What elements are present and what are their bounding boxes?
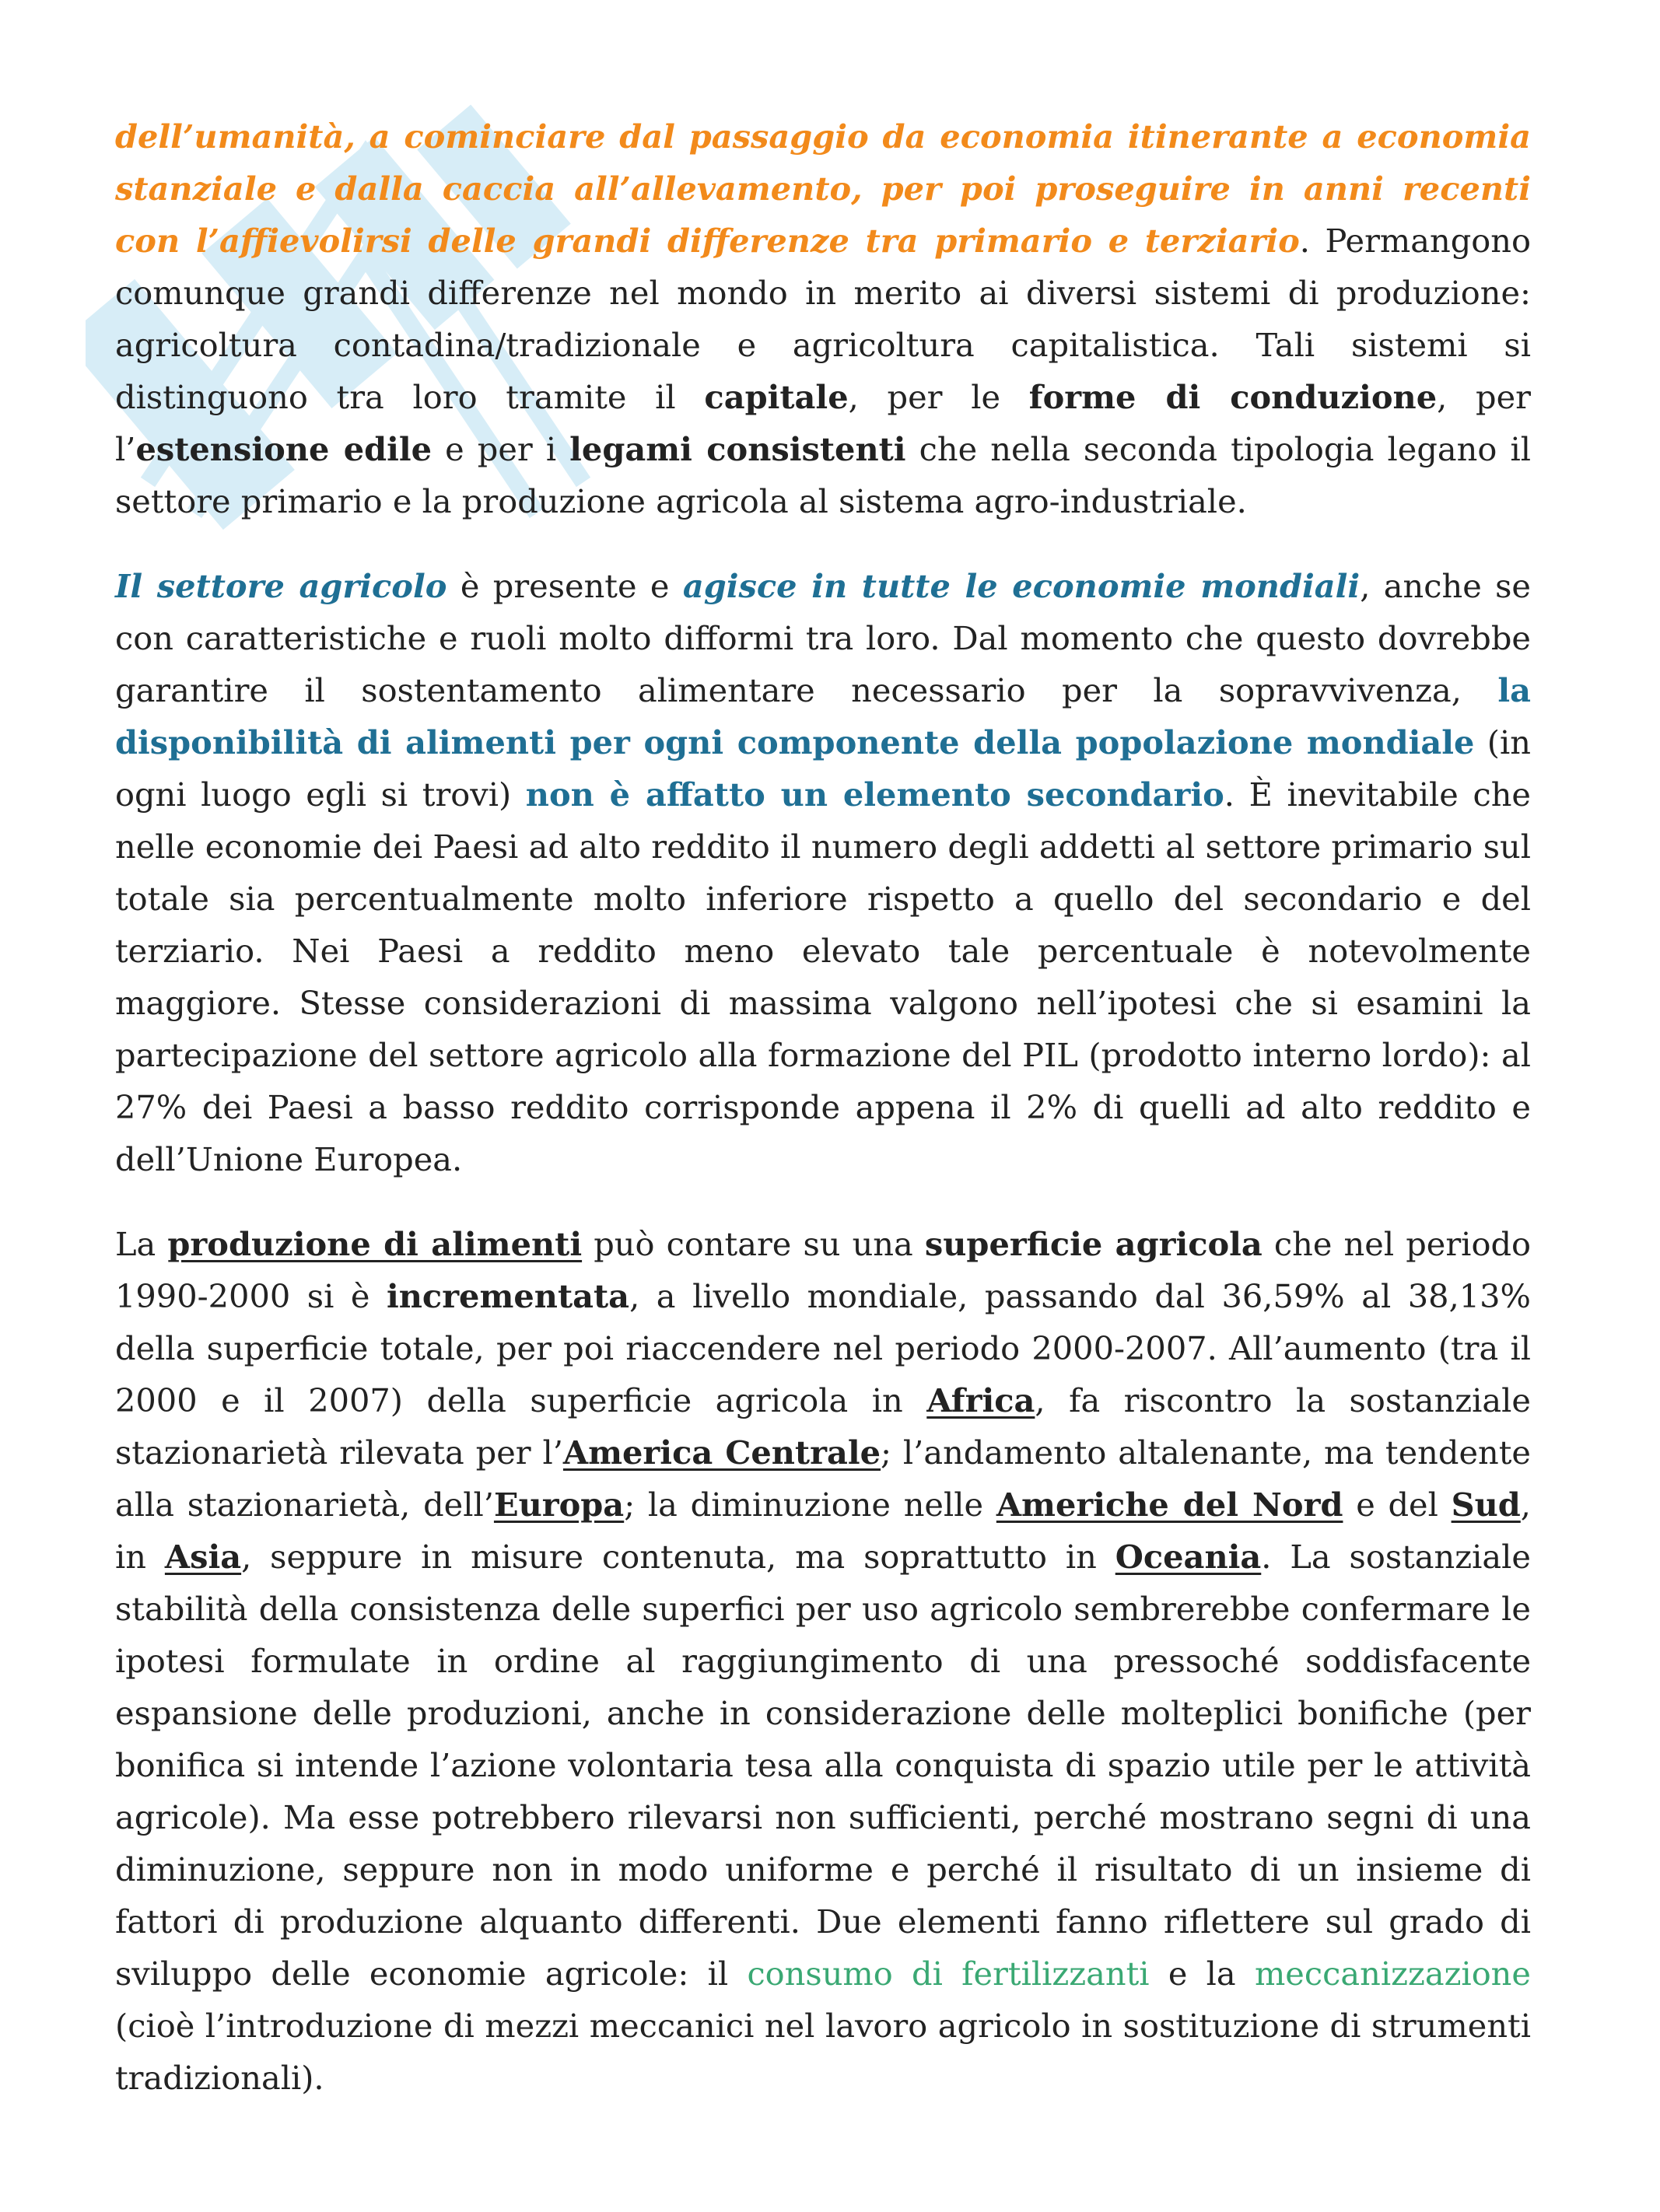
document-body	[115, 110, 1531, 2137]
text-run: , per le	[848, 378, 1029, 416]
text-run: . Permangono comunque grandi differenze nel mondo in merito ai diversi sistemi di produzione: agricoltura contadina/tradizionale e agricoltura capitalistica. Tali sistemi si distinguono tra loro tramite il	[115, 222, 1531, 416]
text-run: (in ogni luogo egli si trovi)	[115, 723, 1532, 814]
bold-term-legami-consistenti: legami consistenti	[569, 430, 906, 468]
text-run: . La sostanziale stabilità della consistenza delle superfici per uso agricolo sembrerebbe confermare le ipotesi formulate in ordine al raggiungimento di una pressoché soddisfacente espansione delle produzioni, anche in considerazione delle molteplici bonifiche (per bonifica si intende l’azione volontaria tesa alla conquista di spazio utile per le attività agricole). Ma esse potrebbero rilevarsi non sufficienti, perché mostrano segni di una diminuzione, seppure non in modo uniforme e perché il risultato di un insieme di fattori di produzione alquanto differenti. Due elementi fanno riflettere sul grado di sviluppo delle economie agricole: il	[115, 1538, 1531, 1993]
underlined-term-africa: Africa	[926, 1381, 1035, 1419]
text-run: , in	[115, 1486, 1531, 1576]
text-run: e la	[1149, 1955, 1255, 1993]
highlight-blue-italic: agisce in tutte le economie mondiali	[682, 567, 1361, 605]
text-run: La	[115, 1225, 168, 1263]
highlight-green-meccanizzazione: meccanizzazione	[1254, 1955, 1531, 1993]
text-run: ; l’andamento altalenante, ma tendente alla stazionarietà, dell’	[115, 1433, 1531, 1524]
underlined-term-sud: Sud	[1451, 1486, 1521, 1524]
text-run: e del	[1343, 1486, 1452, 1524]
text-run: , fa riscontro la sostanziale stazionarietà rilevata per l’	[115, 1381, 1531, 1472]
paragraph-2	[115, 560, 1531, 1185]
underlined-term-americhe-del-nord: Americhe del Nord	[996, 1486, 1343, 1524]
text-run: . È inevitabile che nelle economie dei Paesi ad alto reddito il numero degli addetti al settore primario sul totale sia percentualmente molto inferiore rispetto a quello del secondario e del terziario. Nei Paesi a reddito meno elevato tale percentuale è notevolmente maggiore. Stesse considerazioni di massima valgono nell’ipotesi che si esamini la partecipazione del settore agricolo alla formazione del PIL (prodotto interno lordo): al 27% dei Paesi a basso reddito corrisponde appena il 2% di quelli ad alto reddito e dell’Unione Europea.	[115, 775, 1531, 1178]
bold-term-forme-di-conduzione: forme di conduzione	[1028, 378, 1438, 416]
underlined-term-america-centrale: America Centrale	[562, 1433, 881, 1472]
highlight-blue-bold: la disponibilità di alimenti per ogni componente della popolazione mondiale	[115, 671, 1531, 761]
text-run: è presente e	[447, 567, 683, 605]
text-run: e per i	[432, 430, 570, 468]
highlight-blue-italic: Il settore agricolo	[115, 567, 447, 605]
text-run: , anche se con caratteristiche e ruoli molto difformi tra loro. Dal momento che questo dovrebbe garantire il sostentamento alimentare necessario per la sopravvivenza,	[115, 567, 1531, 709]
text-run: che nella seconda tipologia legano il settore primario e la produzione agricola al sistema agro-industriale.	[115, 430, 1531, 520]
highlight-orange-phrase: dell’umanità, a cominciare dal passaggio da economia itinerante a economia stanziale e dalla caccia all’allevamento, per poi proseguire in anni recenti con l’affievolirsi delle grandi differenze tra primario e terziario	[115, 117, 1531, 260]
paragraph-3	[115, 1218, 1531, 2104]
text-run: che nel periodo 1990-2000 si è	[115, 1225, 1531, 1315]
text-run: , a livello mondiale, passando dal 36,59% al 38,13% della superficie totale, per poi riaccendere nel periodo 2000-2007. All’aumento (tra il 2000 e il 2007) della superficie agricola in	[115, 1277, 1531, 1419]
underlined-term-oceania: Oceania	[1115, 1538, 1262, 1576]
text-run: , per l’	[115, 378, 1531, 468]
highlight-green-fertilizzanti: consumo di fertilizzanti	[747, 1955, 1150, 1993]
highlight-blue-bold: non è affatto un elemento secondario	[525, 775, 1224, 814]
underlined-term-asia: Asia	[164, 1538, 242, 1576]
underlined-term-produzione-di-alimenti: produzione di alimenti	[167, 1225, 583, 1263]
bold-term-capitale: capitale	[704, 378, 849, 416]
text-run: ; la diminuzione nelle	[624, 1486, 996, 1524]
text-run: , seppure in misure contenuta, ma soprattutto in	[241, 1538, 1115, 1576]
paragraph-1	[115, 110, 1531, 527]
bold-term-superficie-agricola: superficie agricola	[924, 1225, 1263, 1263]
text-run: (cioè l’introduzione di mezzi meccanici nel lavoro agricolo in sostituzione di strumenti tradizionali).	[115, 2007, 1531, 2097]
underlined-term-europa: Europa	[493, 1486, 625, 1524]
bold-term-estensione-edile: estensione edile	[135, 430, 433, 468]
bold-term-incrementata: incrementata	[386, 1277, 630, 1315]
text-run: può contare su una	[582, 1225, 925, 1263]
